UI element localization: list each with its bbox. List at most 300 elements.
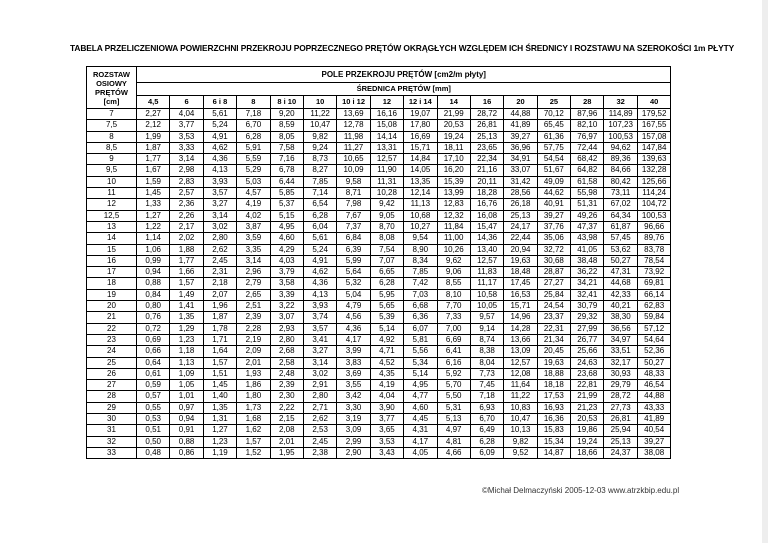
area-cell: 38,30 (604, 312, 637, 323)
diameter-cell: 6 i 8 (203, 96, 236, 109)
area-cell: 1,87 (137, 142, 170, 153)
area-cell: 4,56 (337, 312, 370, 323)
area-cell: 5,04 (337, 289, 370, 300)
spacing-cell: 13 (87, 221, 137, 232)
area-cell: 9,82 (504, 436, 537, 447)
area-cell: 5,59 (237, 154, 270, 165)
area-cell: 11,22 (504, 391, 537, 402)
area-cell: 4,13 (303, 289, 336, 300)
spacing-cell: 11 (87, 188, 137, 199)
area-cell: 16,93 (537, 402, 570, 413)
area-cell: 2,62 (203, 244, 236, 255)
area-cell: 1,95 (270, 447, 303, 458)
area-cell: 40,91 (537, 199, 570, 210)
area-cell: 2,02 (170, 233, 203, 244)
area-cell: 0,48 (137, 447, 170, 458)
area-cell: 0,66 (137, 346, 170, 357)
table-row (87, 221, 671, 232)
diameter-cell: 10 i 12 (337, 96, 370, 109)
area-cell: 7,98 (337, 199, 370, 210)
table-row (87, 391, 671, 402)
area-cell: 12,78 (337, 120, 370, 131)
area-cell: 11,13 (404, 199, 437, 210)
area-cell: 16,76 (470, 199, 503, 210)
area-cell: 8,71 (337, 188, 370, 199)
area-cell: 4,52 (370, 357, 403, 368)
area-cell: 7,85 (303, 176, 336, 187)
area-cell: 5,65 (370, 301, 403, 312)
area-cell: 11,83 (470, 267, 503, 278)
area-cell: 5,13 (437, 414, 470, 425)
table-row (87, 323, 671, 334)
area-cell: 2,96 (237, 267, 270, 278)
area-cell: 19,63 (537, 357, 570, 368)
area-cell: 3,77 (370, 414, 403, 425)
area-cell: 6,54 (303, 199, 336, 210)
area-cell: 1,18 (170, 346, 203, 357)
area-cell: 94,62 (604, 142, 637, 153)
area-cell: 9,52 (504, 447, 537, 458)
spacing-cell: 17 (87, 267, 137, 278)
area-cell: 14,05 (404, 165, 437, 176)
area-cell: 11,00 (437, 233, 470, 244)
area-cell: 2,19 (237, 334, 270, 345)
area-cell: 4,04 (370, 391, 403, 402)
area-cell: 1,05 (170, 380, 203, 391)
area-cell: 4,91 (203, 131, 236, 142)
area-cell: 1,35 (203, 402, 236, 413)
area-cell: 7,16 (270, 154, 303, 165)
spacing-cell: 18 (87, 278, 137, 289)
diameter-cell: 8 i 10 (270, 96, 303, 109)
area-cell: 0,97 (170, 402, 203, 413)
area-cell: 15,83 (537, 425, 570, 436)
area-cell: 0,94 (137, 267, 170, 278)
area-cell: 1,31 (203, 414, 236, 425)
area-cell: 70,12 (537, 109, 570, 120)
area-cell: 0,57 (137, 391, 170, 402)
area-cell: 41,89 (637, 414, 671, 425)
area-cell: 4,36 (303, 278, 336, 289)
area-cell: 107,23 (604, 120, 637, 131)
area-cell: 17,80 (404, 120, 437, 131)
area-cell: 4,17 (404, 436, 437, 447)
area-cell: 3,77 (170, 120, 203, 131)
area-cell: 2,58 (270, 357, 303, 368)
area-cell: 23,68 (571, 368, 604, 379)
area-cell: 2,51 (237, 301, 270, 312)
area-cell: 5,29 (237, 165, 270, 176)
table-row (87, 188, 671, 199)
area-cell: 1,01 (170, 391, 203, 402)
spacing-cell: 24 (87, 346, 137, 357)
area-cell: 29,79 (604, 380, 637, 391)
area-cell: 2,18 (203, 278, 236, 289)
spacing-cell: 7,5 (87, 120, 137, 131)
area-cell: 14,28 (504, 323, 537, 334)
area-cell: 8,55 (437, 278, 470, 289)
area-cell: 8,90 (404, 244, 437, 255)
area-cell: 1,66 (170, 267, 203, 278)
area-cell: 16,08 (470, 210, 503, 221)
area-cell: 7,18 (237, 109, 270, 120)
area-cell: 6,68 (404, 301, 437, 312)
area-cell: 2,08 (270, 425, 303, 436)
area-cell: 20,94 (504, 244, 537, 255)
area-cell: 5,39 (370, 312, 403, 323)
area-cell: 84,66 (604, 165, 637, 176)
area-cell: 38,48 (571, 255, 604, 266)
area-cell: 16,69 (404, 131, 437, 142)
area-cell: 2,53 (303, 425, 336, 436)
area-cell: 21,99 (571, 391, 604, 402)
area-cell: 3,93 (203, 176, 236, 187)
area-cell: 7,07 (370, 255, 403, 266)
area-cell: 1,64 (203, 346, 236, 357)
area-cell: 96,66 (637, 221, 671, 232)
area-cell: 0,84 (137, 289, 170, 300)
area-cell: 7,67 (337, 210, 370, 221)
area-cell: 1,40 (203, 391, 236, 402)
area-cell: 104,72 (637, 199, 671, 210)
table-row (87, 346, 671, 357)
area-cell: 12,14 (404, 188, 437, 199)
area-cell: 89,36 (604, 154, 637, 165)
area-cell: 36,56 (604, 323, 637, 334)
table-row (87, 334, 671, 345)
area-cell: 5,85 (270, 188, 303, 199)
area-cell: 13,31 (370, 142, 403, 153)
area-cell: 4,91 (303, 255, 336, 266)
area-cell: 6,36 (404, 312, 437, 323)
area-cell: 2,39 (270, 380, 303, 391)
area-cell: 44,88 (504, 109, 537, 120)
area-cell: 4,79 (337, 301, 370, 312)
table-row (87, 199, 671, 210)
area-cell: 30,79 (571, 301, 604, 312)
area-cell: 5,32 (337, 278, 370, 289)
area-cell: 32,41 (571, 289, 604, 300)
spacing-cell: 25 (87, 357, 137, 368)
area-cell: 0,99 (137, 255, 170, 266)
area-cell: 3,02 (203, 221, 236, 232)
area-cell: 0,69 (137, 334, 170, 345)
area-cell: 69,81 (637, 278, 671, 289)
table-row (87, 278, 671, 289)
area-cell: 19,24 (437, 131, 470, 142)
area-cell: 2,91 (303, 380, 336, 391)
area-cell: 0,50 (137, 436, 170, 447)
area-cell: 25,13 (504, 210, 537, 221)
area-cell: 28,72 (604, 391, 637, 402)
area-cell: 0,88 (137, 278, 170, 289)
area-cell: 61,58 (571, 176, 604, 187)
area-cell: 2,45 (203, 255, 236, 266)
spacing-cell: 32 (87, 436, 137, 447)
diameter-cell: 25 (537, 96, 570, 109)
area-cell: 4,19 (370, 380, 403, 391)
table-row (87, 414, 671, 425)
area-cell: 2,28 (237, 323, 270, 334)
area-cell: 1,57 (237, 436, 270, 447)
area-cell: 2,65 (237, 289, 270, 300)
area-cell: 36,22 (571, 267, 604, 278)
table-row (87, 267, 671, 278)
area-cell: 157,08 (637, 131, 671, 142)
area-cell: 3,59 (237, 233, 270, 244)
area-cell: 5,14 (404, 368, 437, 379)
area-cell: 4,97 (437, 425, 470, 436)
area-cell: 4,04 (170, 109, 203, 120)
table-row (87, 436, 671, 447)
area-cell: 25,94 (604, 425, 637, 436)
area-cell: 2,83 (170, 176, 203, 187)
spacing-cell: 9,5 (87, 165, 137, 176)
area-cell: 2,31 (203, 267, 236, 278)
area-cell: 44,88 (637, 391, 671, 402)
area-cell: 9,14 (470, 323, 503, 334)
area-cell: 23,65 (470, 142, 503, 153)
area-cell: 1,22 (137, 221, 170, 232)
area-cell: 13,35 (404, 176, 437, 187)
area-cell: 29,32 (571, 312, 604, 323)
diameter-cell: 10 (303, 96, 336, 109)
area-cell: 8,05 (270, 131, 303, 142)
area-cell: 7,42 (404, 278, 437, 289)
area-cell: 6,70 (237, 120, 270, 131)
area-cell: 25,13 (604, 436, 637, 447)
area-cell: 28,87 (537, 267, 570, 278)
area-cell: 4,03 (270, 255, 303, 266)
area-cell: 4,71 (370, 346, 403, 357)
diameter-cell: 20 (504, 96, 537, 109)
area-cell: 1,68 (237, 414, 270, 425)
table-row (87, 312, 671, 323)
area-cell: 4,05 (404, 447, 437, 458)
table-row (87, 289, 671, 300)
area-cell: 2,30 (270, 391, 303, 402)
area-cell: 2,99 (337, 436, 370, 447)
area-cell: 179,52 (637, 109, 671, 120)
area-cell: 14,84 (404, 154, 437, 165)
spacing-cell: 19 (87, 289, 137, 300)
area-cell: 12,57 (370, 154, 403, 165)
table-row (87, 255, 671, 266)
area-cell: 38,08 (637, 447, 671, 458)
area-cell: 2,12 (137, 120, 170, 131)
area-cell: 23,37 (537, 312, 570, 323)
spacing-cell: 10 (87, 176, 137, 187)
area-cell: 25,13 (470, 131, 503, 142)
area-cell: 21,34 (537, 334, 570, 345)
area-cell: 1,57 (203, 357, 236, 368)
area-cell: 1,27 (137, 210, 170, 221)
area-cell: 3,14 (303, 357, 336, 368)
area-cell: 12,57 (504, 357, 537, 368)
area-cell: 21,16 (470, 165, 503, 176)
area-cell: 1,45 (137, 188, 170, 199)
area-cell: 3,14 (170, 154, 203, 165)
area-cell: 87,96 (571, 109, 604, 120)
spacing-cell: 14 (87, 233, 137, 244)
area-cell: 5,24 (203, 120, 236, 131)
area-cell: 2,80 (270, 334, 303, 345)
area-cell: 4,62 (303, 267, 336, 278)
diameter-cell: 12 (370, 96, 403, 109)
area-cell: 3,83 (337, 357, 370, 368)
area-cell: 15,71 (504, 301, 537, 312)
area-cell: 4,77 (404, 391, 437, 402)
area-cell: 3,79 (270, 267, 303, 278)
area-cell: 5,37 (270, 199, 303, 210)
area-cell: 50,27 (604, 255, 637, 266)
area-cell: 32,72 (537, 244, 570, 255)
area-cell: 10,58 (470, 289, 503, 300)
area-cell: 18,88 (537, 368, 570, 379)
area-cell: 33,07 (504, 165, 537, 176)
table-title: TABELA PRZELICZENIOWA POWIERZCHNI PRZEKROJU POPRZECZNEGO PRĘTÓW OKRĄGŁYCH WZGLĘDEM ICH ŚREDNICY I ROZSTAWU NA SZEROKOŚCI 1m PŁYTY (70, 43, 735, 53)
area-cell: 2,98 (170, 165, 203, 176)
area-cell: 5,81 (404, 334, 437, 345)
area-cell: 3,53 (170, 131, 203, 142)
area-cell: 51,67 (537, 165, 570, 176)
area-cell: 4,66 (437, 447, 470, 458)
area-cell: 8,70 (370, 221, 403, 232)
area-cell: 167,55 (637, 120, 671, 131)
area-cell: 50,27 (637, 357, 671, 368)
area-cell: 34,91 (504, 154, 537, 165)
area-cell: 0,55 (137, 402, 170, 413)
area-cell: 4,95 (270, 221, 303, 232)
area-cell: 2,93 (270, 323, 303, 334)
area-cell: 4,81 (437, 436, 470, 447)
area-cell: 5,92 (437, 368, 470, 379)
diameter-header: ŚREDNICA PRĘTÓW [mm] (137, 83, 671, 96)
area-cell: 3,41 (303, 334, 336, 345)
area-cell: 17,10 (437, 154, 470, 165)
area-cell: 1,51 (203, 368, 236, 379)
area-cell: 8,74 (470, 334, 503, 345)
area-cell: 4,13 (203, 165, 236, 176)
area-cell: 51,31 (571, 199, 604, 210)
area-cell: 9,57 (470, 312, 503, 323)
area-cell: 9,54 (404, 233, 437, 244)
area-cell: 7,14 (303, 188, 336, 199)
area-cell: 3,74 (303, 312, 336, 323)
area-cell: 73,11 (604, 188, 637, 199)
area-cell: 11,22 (303, 109, 336, 120)
table-row (87, 142, 671, 153)
area-cell: 1,45 (203, 380, 236, 391)
area-cell: 4,17 (337, 334, 370, 345)
area-cell: 1,09 (170, 368, 203, 379)
area-cell: 54,54 (537, 154, 570, 165)
area-cell: 10,47 (303, 120, 336, 131)
area-cell: 14,87 (537, 447, 570, 458)
table-row (87, 210, 671, 221)
area-cell: 83,78 (637, 244, 671, 255)
area-cell: 3,09 (337, 425, 370, 436)
area-cell: 3,58 (270, 278, 303, 289)
area-cell: 2,45 (303, 436, 336, 447)
area-cell: 0,59 (137, 380, 170, 391)
area-cell: 1,33 (137, 199, 170, 210)
area-cell: 4,36 (203, 154, 236, 165)
area-cell: 3,57 (303, 323, 336, 334)
area-cell: 22,31 (537, 323, 570, 334)
area-cell: 11,90 (370, 165, 403, 176)
area-cell: 0,86 (170, 447, 203, 458)
spacing-cell: 12 (87, 199, 137, 210)
area-cell: 42,33 (604, 289, 637, 300)
area-cell: 2,09 (237, 346, 270, 357)
area-cell: 33,51 (604, 346, 637, 357)
area-cell: 9,06 (437, 267, 470, 278)
area-cell: 3,14 (203, 210, 236, 221)
area-cell: 4,02 (237, 210, 270, 221)
area-cell: 67,02 (604, 199, 637, 210)
area-cell: 7,00 (437, 323, 470, 334)
area-cell: 13,66 (504, 334, 537, 345)
area-cell: 15,71 (404, 142, 437, 153)
area-cell: 11,98 (337, 131, 370, 142)
area-cell: 9,82 (303, 131, 336, 142)
area-cell: 11,64 (504, 380, 537, 391)
spacing-cell: 8,5 (87, 142, 137, 153)
area-cell: 10,65 (337, 154, 370, 165)
area-cell: 0,76 (137, 312, 170, 323)
area-cell: 5,15 (270, 210, 303, 221)
area-cell: 4,45 (404, 414, 437, 425)
area-cell: 1,86 (237, 380, 270, 391)
area-cell: 11,84 (437, 221, 470, 232)
area-cell: 2,62 (303, 414, 336, 425)
area-cell: 8,27 (303, 165, 336, 176)
area-cell: 114,89 (604, 109, 637, 120)
area-cell: 7,45 (470, 380, 503, 391)
area-cell: 1,23 (170, 334, 203, 345)
area-cell: 15,47 (470, 221, 503, 232)
area-cell: 2,26 (170, 210, 203, 221)
area-cell: 2,80 (203, 233, 236, 244)
area-cell: 9,62 (437, 255, 470, 266)
area-cell: 17,53 (537, 391, 570, 402)
area-cell: 6,39 (337, 244, 370, 255)
area-cell: 6,28 (237, 131, 270, 142)
area-cell: 16,53 (504, 289, 537, 300)
spacing-cell: 8 (87, 131, 137, 142)
area-cell: 1,71 (203, 334, 236, 345)
area-cell: 31,42 (504, 176, 537, 187)
area-cell: 1,77 (170, 255, 203, 266)
spacing-cell: 28 (87, 391, 137, 402)
area-cell: 13,99 (437, 188, 470, 199)
area-cell: 3,93 (303, 301, 336, 312)
area-cell: 0,53 (137, 414, 170, 425)
diameter-cell: 6 (170, 96, 203, 109)
area-cell: 1,96 (203, 301, 236, 312)
area-cell: 10,09 (337, 165, 370, 176)
diameter-cell: 14 (437, 96, 470, 109)
area-cell: 26,18 (504, 199, 537, 210)
area-cell: 8,34 (404, 255, 437, 266)
spacing-cell: 29 (87, 402, 137, 413)
area-cell: 6,41 (437, 346, 470, 357)
area-cell: 53,62 (604, 244, 637, 255)
area-cell: 8,04 (470, 357, 503, 368)
area-cell: 5,50 (437, 391, 470, 402)
area-cell: 2,27 (137, 109, 170, 120)
